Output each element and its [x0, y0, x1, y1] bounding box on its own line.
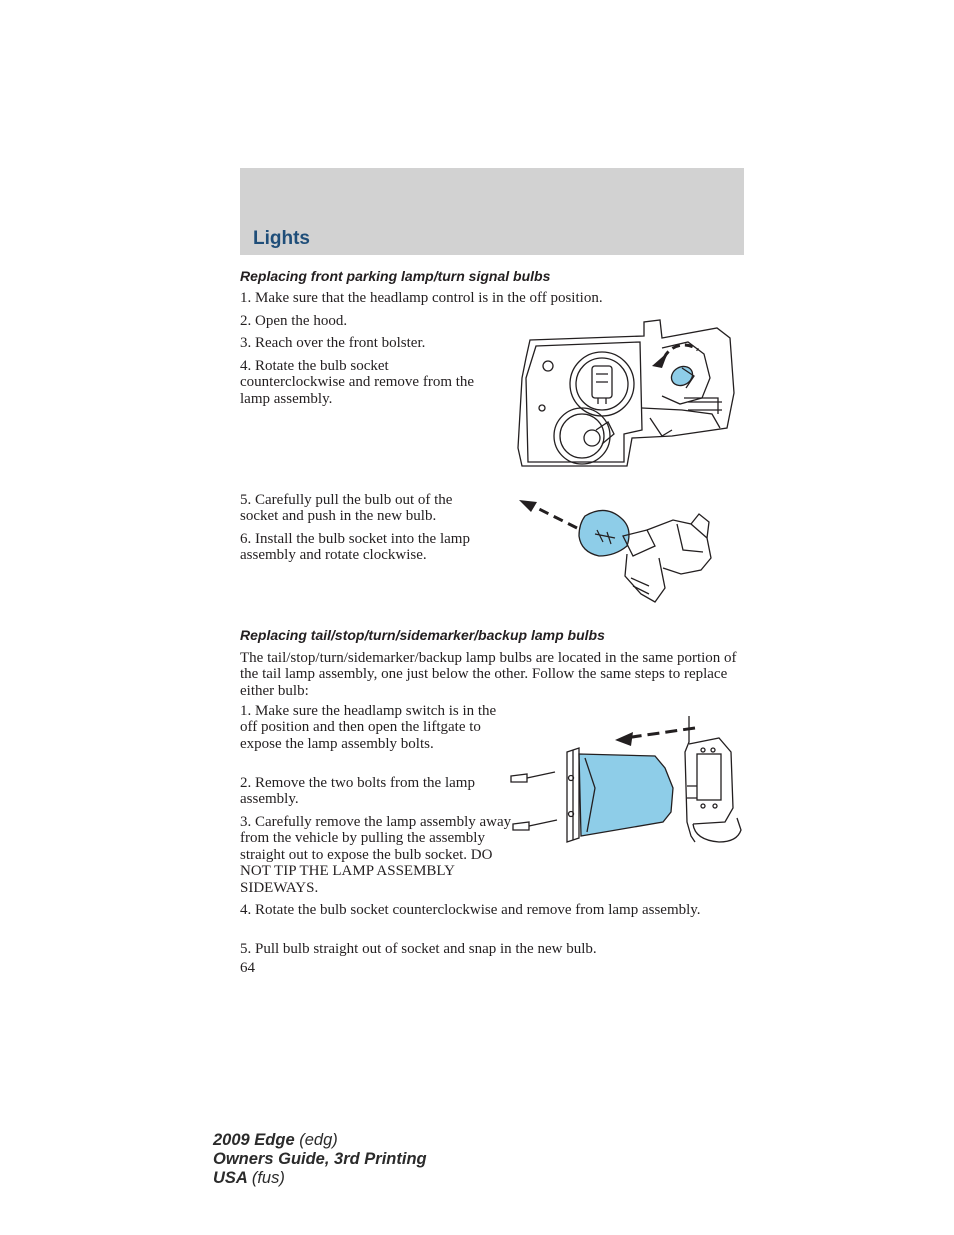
section2-step-4: 4. Rotate the bulb socket counterclockwise and remove from lamp assembly. [240, 902, 701, 918]
footer-region-line [213, 1169, 427, 1188]
footer-region: USA [213, 1169, 248, 1187]
section1-step-6: 6. Install the bulb socket into the lamp assembly and rotate clockwise. [240, 531, 470, 564]
footer-model-line [213, 1131, 427, 1150]
tail-lamp-assembly-illustration [505, 712, 745, 844]
section1-step-1: 1. Make sure that the headlamp control is in the off position. [240, 290, 603, 306]
front-lamp-housing-illustration [512, 318, 744, 470]
section2-step-3: 3. Carefully remove the lamp assembly away from the vehicle by pulling the assembly straight out to expose the bulb socket. DO NOT TIP THE LAMP ASSEMBLY SIDEWAYS. [240, 814, 512, 896]
section2-intro: The tail/stop/turn/sidemarker/backup lamp bulbs are located in the same portion of the tail lamp assembly, one just below the other. Follow the same steps to replace either bulb: [240, 650, 737, 699]
section-title: Lights [253, 228, 310, 249]
section1-heading: Replacing front parking lamp/turn signal bulbs [240, 268, 551, 284]
section1-step-4: 4. Rotate the bulb socket counterclockwise and remove from the lamp assembly. [240, 358, 475, 407]
section-header-band [240, 168, 744, 255]
section2-step-2: 2. Remove the two bolts from the lamp assembly. [240, 775, 475, 808]
section2-step-5: 5. Pull bulb straight out of socket and snap in the new bulb. [240, 941, 597, 957]
bulb-socket-illustration [515, 494, 720, 606]
footer-model: 2009 Edge [213, 1131, 295, 1149]
footer-guide: Owners Guide, 3rd Printing [213, 1150, 427, 1168]
section1-step-2: 2. Open the hood. [240, 313, 348, 329]
page-number: 64 [240, 960, 255, 976]
footer [213, 1131, 427, 1188]
section1-step-5: 5. Carefully pull the bulb out of the socket and push in the new bulb. [240, 492, 453, 525]
footer-region-code: (fus) [251, 1169, 285, 1187]
section2-step-1: 1. Make sure the headlamp switch is in the off position and then open the liftgate to expose the lamp assembly bolts. [240, 703, 497, 752]
footer-model-code: (edg) [299, 1131, 338, 1149]
section2-heading: Replacing tail/stop/turn/sidemarker/backup lamp bulbs [240, 627, 605, 643]
section1-step-3: 3. Reach over the front bolster. [240, 335, 426, 351]
